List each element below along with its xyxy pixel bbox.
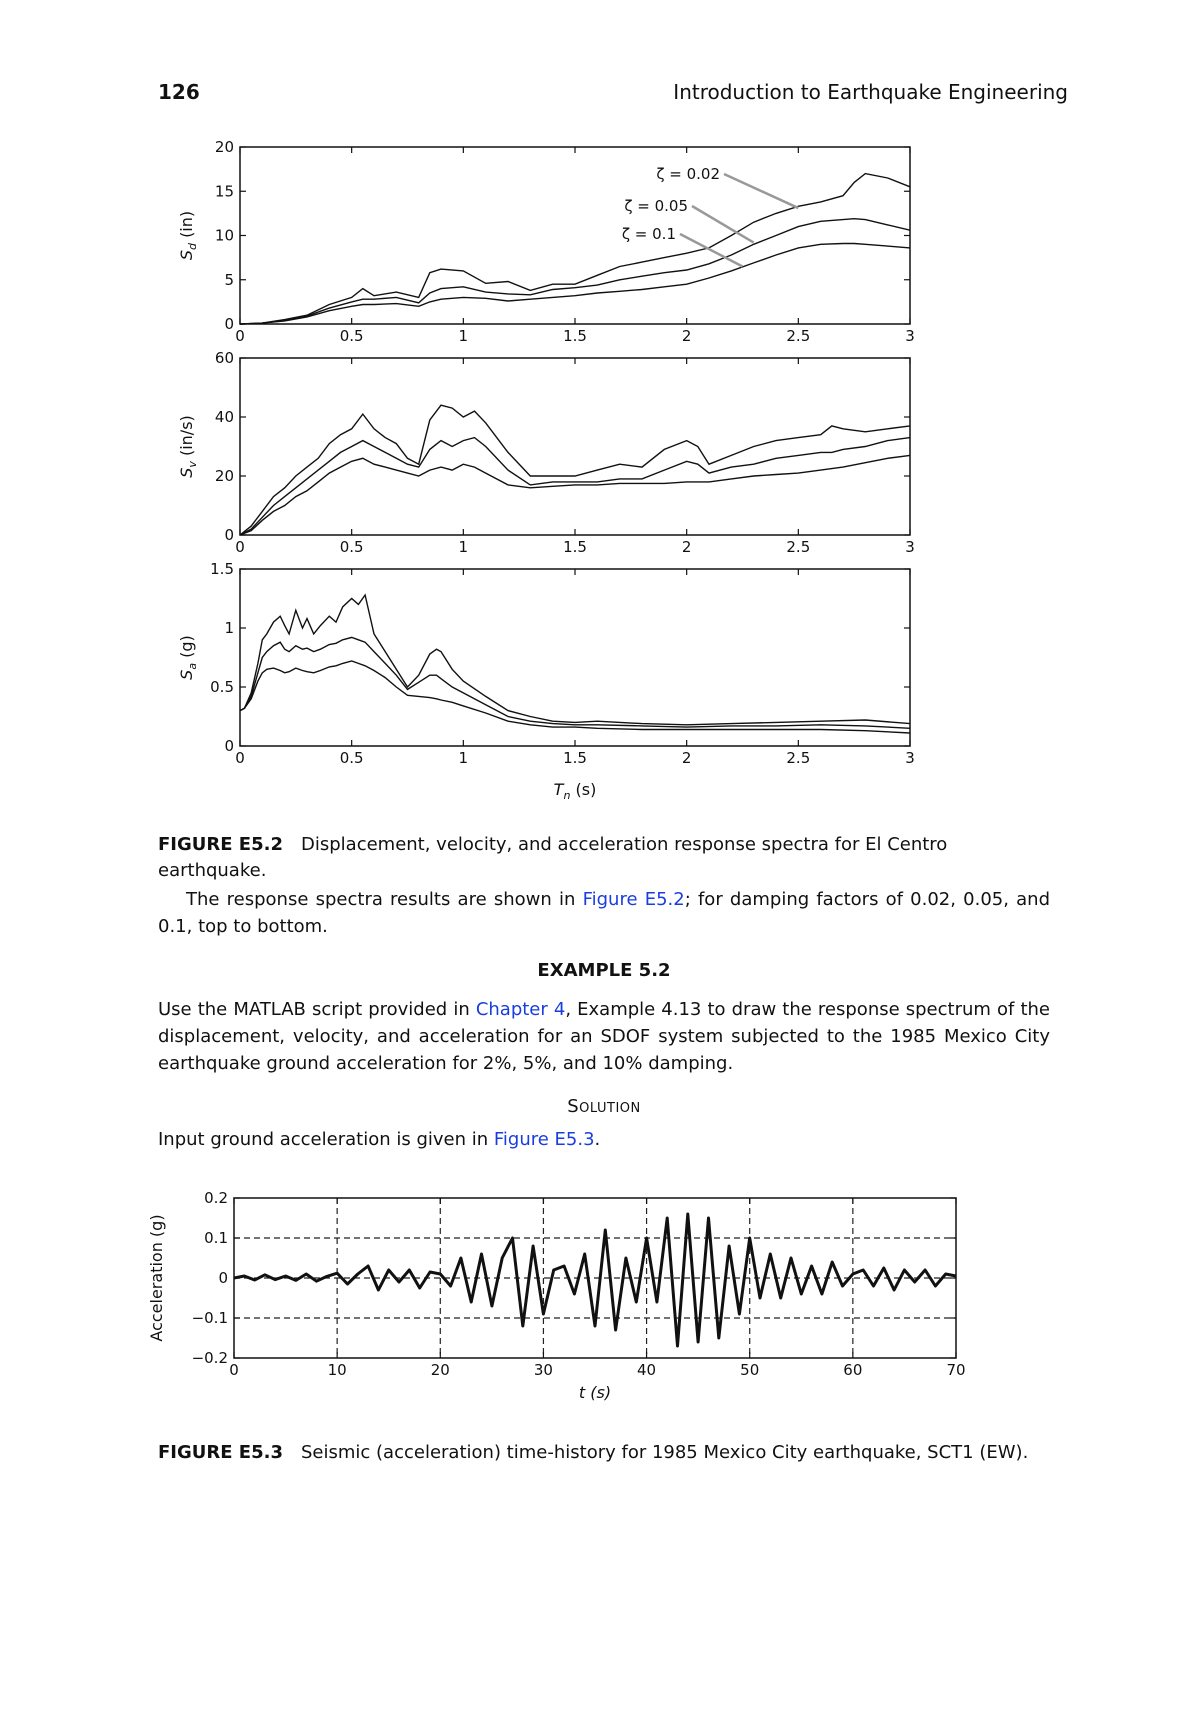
- legend-leader-1: [724, 174, 798, 208]
- x-tick-label: 1: [458, 327, 469, 345]
- x-tick-label: 60: [843, 1361, 863, 1379]
- page-header: [158, 80, 1068, 110]
- y-axis-label: [177, 211, 199, 260]
- x-tick-label: 2.5: [786, 327, 811, 345]
- y-axis-label: Acceleration (g): [147, 1214, 166, 1342]
- y-tick-label: 1.5: [210, 560, 234, 578]
- plot-frame: [240, 569, 910, 746]
- y-tick-label: 0: [224, 315, 234, 333]
- x-tick-label: 2: [681, 538, 692, 556]
- y-tick-label: 20: [214, 467, 234, 485]
- y-tick-label: 40: [214, 408, 234, 426]
- y-label-units: (in): [177, 210, 196, 244]
- series-line-2: [240, 637, 910, 728]
- plot-frame: [240, 358, 910, 535]
- x-axis-label: [554, 780, 597, 802]
- legend-label-1: ζ = 0.02: [656, 165, 720, 183]
- x-tick-label: 3: [905, 327, 915, 345]
- x-tick-label: 0: [229, 1361, 239, 1379]
- x-tick-label: 2.5: [786, 749, 811, 767]
- solution-text-before: Input ground acceleration is given in: [158, 1129, 494, 1150]
- paragraph1-text-after: ; for damping factors of 0.02, 0.05, and 0.1, top to bottom.: [158, 889, 1051, 937]
- x-label-units: (s): [570, 780, 597, 799]
- example-text-after: , Example 4.13 to draw the response spectrum of the displacement, velocity, and acceleration for an SDOF system subjected to the 1985 Mexico City earthquake ground acceleration for 2%, 5%, and 10% damping.: [158, 999, 1050, 1074]
- y-tick-label: 0: [224, 737, 234, 755]
- x-tick-label: 1.5: [563, 538, 587, 556]
- x-tick-label: 0.5: [339, 749, 364, 767]
- x-tick-label: 0: [235, 749, 245, 767]
- y-axis-label: [177, 415, 199, 478]
- series-line-1: [240, 174, 910, 324]
- y-label-sub: d: [186, 243, 199, 250]
- x-tick-label: 40: [637, 1361, 657, 1379]
- x-label-sub: n: [563, 789, 571, 802]
- y-label-units: (in/s): [177, 415, 196, 462]
- series-line-1: [240, 405, 910, 535]
- y-label-sub: a: [186, 662, 199, 670]
- y-tick-label: −0.1: [191, 1309, 228, 1327]
- example-text: [158, 996, 1050, 1077]
- figure-e5-2-caption: [158, 832, 1058, 884]
- figure-e5-3-label: FIGURE E5.3: [158, 1442, 283, 1463]
- y-tick-label: 10: [214, 226, 234, 245]
- y-tick-label: 0.5: [210, 678, 234, 696]
- x-tick-label: 30: [533, 1361, 553, 1379]
- series-line-2: [240, 438, 910, 535]
- plot-frame: [240, 147, 910, 324]
- y-axis-label: [177, 635, 199, 680]
- y-tick-label: 0.1: [204, 1229, 228, 1247]
- example-heading: EXAMPLE 5.2: [537, 960, 671, 981]
- y-tick-label: 0: [224, 526, 234, 544]
- page-number: 126: [158, 80, 200, 104]
- legend-leader-3: [680, 234, 743, 266]
- figure-e5-3-caption-text: Seismic (acceleration) time-history for 1985 Mexico City earthquake, SCT1 (EW).: [301, 1442, 1029, 1463]
- x-tick-label: 2.5: [786, 538, 811, 556]
- figure-e5-2-label: FIGURE E5.2: [158, 834, 283, 855]
- y-tick-label: 1: [224, 619, 234, 637]
- figure-e5-2-link[interactable]: Figure E5.2: [582, 889, 685, 910]
- y-label-main: S: [177, 249, 196, 261]
- x-tick-label: 1.5: [563, 327, 587, 345]
- x-tick-label: 2: [681, 749, 692, 767]
- y-tick-label: −0.2: [191, 1349, 228, 1367]
- figure-e5-2-chart: [177, 138, 1060, 825]
- x-tick-label: 0.5: [339, 327, 364, 345]
- x-tick-label: 1: [458, 749, 469, 767]
- x-tick-label: 0: [235, 538, 245, 556]
- figure-e5-3-link[interactable]: Figure E5.3: [493, 1129, 595, 1150]
- running-title: Introduction to Earthquake Engineering: [673, 80, 1068, 104]
- y-label-main: S: [177, 467, 196, 478]
- x-tick-label: 2: [681, 327, 692, 345]
- legend-label-2: ζ = 0.05: [624, 197, 688, 215]
- example-text-before: Use the MATLAB script provided in: [158, 999, 476, 1020]
- x-tick-label: 70: [946, 1361, 966, 1379]
- x-label-main: T: [553, 780, 564, 799]
- y-label-main: S: [177, 669, 196, 680]
- paragraph1-text-before: The response spectra results are shown in: [186, 889, 583, 910]
- x-tick-label: 3: [905, 749, 915, 767]
- x-tick-label: 0: [235, 327, 245, 345]
- series-line-3: [240, 455, 910, 535]
- x-tick-label: 0.5: [339, 538, 364, 556]
- figure-e5-2-caption-text: Displacement, velocity, and acceleration response spectra for El Centro earthquake.: [158, 834, 948, 881]
- chart-panel-2: [177, 349, 915, 556]
- y-label-sub: v: [186, 461, 199, 468]
- x-tick-label: 3: [905, 538, 915, 556]
- series-line-1: [240, 595, 910, 725]
- paragraph-response-spectra: [158, 886, 1050, 940]
- x-tick-label: 1.5: [563, 749, 587, 767]
- figure-e5-3-chart: [147, 1180, 990, 1402]
- legend-label-3: ζ = 0.1: [621, 225, 676, 243]
- figure-e5-3-caption: [158, 1440, 1058, 1466]
- x-tick-label: 20: [430, 1361, 450, 1379]
- y-label-units: (g): [177, 635, 196, 663]
- chart-panel-4: [147, 1189, 966, 1379]
- chart-panel-3: [177, 560, 915, 767]
- solution-heading: Solution: [567, 1096, 641, 1117]
- chapter-4-link[interactable]: Chapter 4: [475, 999, 566, 1020]
- y-tick-label: 60: [214, 349, 234, 367]
- y-tick-label: 0: [218, 1269, 228, 1287]
- x-axis-label-fig3: t (s): [578, 1383, 612, 1402]
- solution-text-after: .: [594, 1129, 601, 1150]
- x-tick-label: 1: [458, 538, 469, 556]
- solution-text: [158, 1126, 1050, 1153]
- y-tick-label: 0.2: [204, 1189, 228, 1207]
- legend-leader-2: [692, 206, 754, 243]
- x-tick-label: 50: [740, 1361, 760, 1379]
- series-line: [234, 1214, 956, 1346]
- y-tick-label: 5: [224, 270, 234, 289]
- chart-panel-1: [177, 138, 915, 345]
- y-tick-label: 20: [214, 138, 234, 156]
- x-tick-label: 10: [327, 1361, 347, 1379]
- y-tick-label: 15: [214, 182, 234, 201]
